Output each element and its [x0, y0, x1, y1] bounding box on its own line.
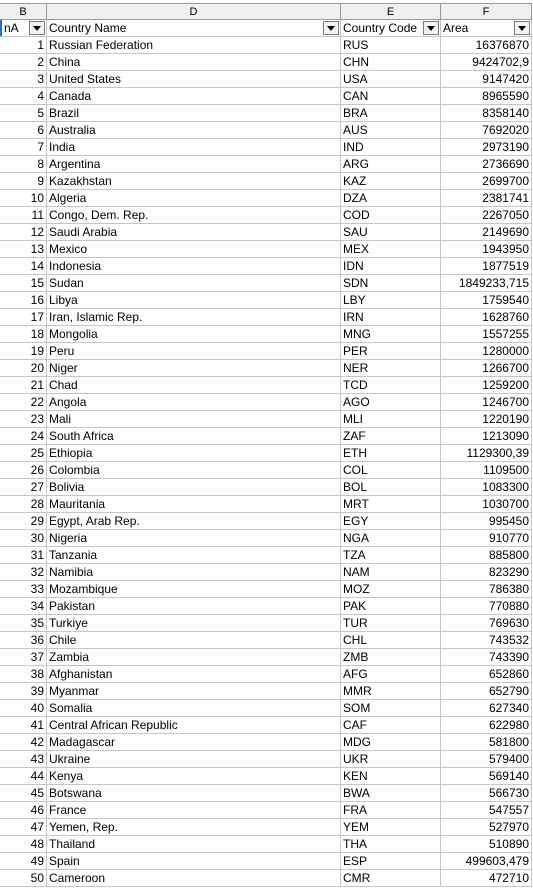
table-row	[0, 768, 532, 785]
area-cell[interactable]: 547557	[441, 802, 532, 819]
country-name-cell[interactable]: Spain	[47, 853, 341, 870]
country-code-cell[interactable]: COL	[341, 462, 441, 479]
country-code-cell[interactable]: FRA	[341, 802, 441, 819]
country-name-cell[interactable]: Kenya	[47, 768, 341, 785]
header-cell-d[interactable]	[47, 20, 341, 37]
country-name-cell[interactable]: Nigeria	[47, 530, 341, 547]
row-number-cell[interactable]: 34	[0, 598, 47, 615]
area-cell[interactable]: 1759540	[441, 292, 532, 309]
area-cell[interactable]: 8358140	[441, 105, 532, 122]
area-cell[interactable]: 652860	[441, 666, 532, 683]
area-cell[interactable]: 527970	[441, 819, 532, 836]
area-cell[interactable]: 2267050	[441, 207, 532, 224]
row-number-cell[interactable]: 20	[0, 360, 47, 377]
country-name-cell[interactable]: Mozambique	[47, 581, 341, 598]
row-number-cell[interactable]: 16	[0, 292, 47, 309]
area-cell[interactable]: 1943950	[441, 241, 532, 258]
row-number-cell[interactable]: 19	[0, 343, 47, 360]
row-number-cell[interactable]: 4	[0, 88, 47, 105]
country-name-cell[interactable]: Peru	[47, 343, 341, 360]
table-row	[0, 530, 532, 547]
row-number-cell[interactable]: 37	[0, 649, 47, 666]
country-name-cell[interactable]: Ethiopia	[47, 445, 341, 462]
table-row	[0, 836, 532, 853]
row-number-cell[interactable]: 8	[0, 156, 47, 173]
row-number-cell[interactable]: 21	[0, 377, 47, 394]
row-number-cell[interactable]: 6	[0, 122, 47, 139]
area-cell[interactable]: 566730	[441, 785, 532, 802]
country-name-cell[interactable]: Somalia	[47, 700, 341, 717]
country-name-cell[interactable]: Mauritania	[47, 496, 341, 513]
autofilter-button-e[interactable]	[423, 21, 439, 35]
header-cell-f[interactable]	[441, 20, 532, 37]
country-name-cell[interactable]: Brazil	[47, 105, 341, 122]
country-name-cell[interactable]: Sudan	[47, 275, 341, 292]
table-row	[0, 105, 532, 122]
table-row	[0, 445, 532, 462]
country-code-cell[interactable]: BRA	[341, 105, 441, 122]
table-row	[0, 190, 532, 207]
row-number-cell[interactable]: 10	[0, 190, 47, 207]
table-row	[0, 734, 532, 751]
area-cell[interactable]: 2381741	[441, 190, 532, 207]
header-label-b: nA	[0, 20, 19, 36]
row-number-cell[interactable]: 23	[0, 411, 47, 428]
area-cell[interactable]: 885800	[441, 547, 532, 564]
area-cell[interactable]: 910770	[441, 530, 532, 547]
country-name-cell[interactable]: Algeria	[47, 190, 341, 207]
country-name-cell[interactable]: Chile	[47, 632, 341, 649]
column-header-d[interactable]: D	[47, 3, 341, 20]
table-row	[0, 360, 532, 377]
country-name-cell[interactable]: Mexico	[47, 241, 341, 258]
row-number-cell[interactable]: 39	[0, 683, 47, 700]
row-number-cell[interactable]: 48	[0, 836, 47, 853]
table-row	[0, 309, 532, 326]
table-row	[0, 428, 532, 445]
country-name-cell[interactable]: United States	[47, 71, 341, 88]
country-name-cell[interactable]: Indonesia	[47, 258, 341, 275]
country-code-cell[interactable]: MNG	[341, 326, 441, 343]
table-row	[0, 496, 532, 513]
autofilter-button-b[interactable]	[29, 21, 45, 35]
country-code-cell[interactable]: CHL	[341, 632, 441, 649]
area-cell[interactable]: 581800	[441, 734, 532, 751]
country-code-cell[interactable]: KAZ	[341, 173, 441, 190]
country-code-cell[interactable]: SDN	[341, 275, 441, 292]
area-cell[interactable]: 1849233,715	[441, 275, 532, 292]
table-row	[0, 819, 532, 836]
country-name-cell[interactable]: Madagascar	[47, 734, 341, 751]
country-code-cell[interactable]: AFG	[341, 666, 441, 683]
area-cell[interactable]: 995450	[441, 513, 532, 530]
country-name-cell[interactable]: Egypt, Arab Rep.	[47, 513, 341, 530]
area-cell[interactable]: 743532	[441, 632, 532, 649]
table-row	[0, 649, 532, 666]
row-number-cell[interactable]: 44	[0, 768, 47, 785]
table-row	[0, 173, 532, 190]
header-cell-e[interactable]	[341, 20, 441, 37]
row-number-cell[interactable]: 50	[0, 870, 47, 887]
country-name-cell[interactable]: India	[47, 139, 341, 156]
area-cell[interactable]: 472710	[441, 870, 532, 887]
country-name-cell[interactable]: Myanmar	[47, 683, 341, 700]
area-cell[interactable]: 1220190	[441, 411, 532, 428]
table-row	[0, 37, 532, 54]
country-name-cell[interactable]: France	[47, 802, 341, 819]
row-number-cell[interactable]: 33	[0, 581, 47, 598]
chevron-down-icon	[327, 26, 335, 31]
country-name-cell[interactable]: Canada	[47, 88, 341, 105]
area-cell[interactable]: 1557255	[441, 326, 532, 343]
area-cell[interactable]: 569140	[441, 768, 532, 785]
country-name-cell[interactable]: Angola	[47, 394, 341, 411]
table-row	[0, 870, 532, 887]
area-cell[interactable]: 2149690	[441, 224, 532, 241]
country-code-cell[interactable]: TZA	[341, 547, 441, 564]
row-number-cell[interactable]: 49	[0, 853, 47, 870]
header-cell-b[interactable]	[0, 20, 47, 37]
area-cell[interactable]: 622980	[441, 717, 532, 734]
area-cell[interactable]: 16376870	[441, 37, 532, 54]
table-row	[0, 139, 532, 156]
area-cell[interactable]: 9147420	[441, 71, 532, 88]
country-name-cell[interactable]: Libya	[47, 292, 341, 309]
table-row	[0, 462, 532, 479]
row-number-cell[interactable]: 28	[0, 496, 47, 513]
country-code-cell[interactable]: SOM	[341, 700, 441, 717]
row-number-cell[interactable]: 35	[0, 615, 47, 632]
chevron-down-icon	[427, 26, 435, 31]
table-row	[0, 785, 532, 802]
table-row	[0, 88, 532, 105]
header-label-d: Country Name	[49, 21, 127, 35]
country-code-cell[interactable]: SAU	[341, 224, 441, 241]
row-number-cell[interactable]: 31	[0, 547, 47, 564]
country-code-cell[interactable]: MMR	[341, 683, 441, 700]
header-label-f: Area	[443, 21, 469, 35]
country-name-cell[interactable]: Saudi Arabia	[47, 224, 341, 241]
country-code-cell[interactable]: MRT	[341, 496, 441, 513]
row-number-cell[interactable]: 29	[0, 513, 47, 530]
table-row	[0, 54, 532, 71]
area-cell[interactable]: 1246700	[441, 394, 532, 411]
area-cell[interactable]: 1877519	[441, 258, 532, 275]
chevron-down-icon	[33, 26, 41, 31]
area-cell[interactable]: 2736690	[441, 156, 532, 173]
country-code-cell[interactable]: IND	[341, 139, 441, 156]
area-cell[interactable]: 1109500	[441, 462, 532, 479]
country-name-cell[interactable]: Tanzania	[47, 547, 341, 564]
column-header-f[interactable]: F	[441, 3, 532, 20]
chevron-down-icon	[518, 26, 526, 31]
country-code-cell[interactable]: PAK	[341, 598, 441, 615]
autofilter-button-f[interactable]	[514, 21, 530, 35]
country-name-cell[interactable]: Bolivia	[47, 479, 341, 496]
country-code-cell[interactable]: TCD	[341, 377, 441, 394]
row-number-cell[interactable]: 38	[0, 666, 47, 683]
area-cell[interactable]: 1259200	[441, 377, 532, 394]
country-name-cell[interactable]: Pakistan	[47, 598, 341, 615]
country-code-cell[interactable]: ESP	[341, 853, 441, 870]
country-code-cell[interactable]: COD	[341, 207, 441, 224]
row-number-cell[interactable]: 22	[0, 394, 47, 411]
row-number-cell[interactable]: 24	[0, 428, 47, 445]
area-cell[interactable]: 627340	[441, 700, 532, 717]
country-code-cell[interactable]: ARG	[341, 156, 441, 173]
row-number-cell[interactable]: 46	[0, 802, 47, 819]
row-number-cell[interactable]: 5	[0, 105, 47, 122]
table-row	[0, 853, 532, 870]
table-row	[0, 241, 532, 258]
row-number-cell[interactable]: 11	[0, 207, 47, 224]
row-number-cell[interactable]: 3	[0, 71, 47, 88]
table-row	[0, 292, 532, 309]
row-number-cell[interactable]: 42	[0, 734, 47, 751]
table-row	[0, 377, 532, 394]
country-name-cell[interactable]: South Africa	[47, 428, 341, 445]
country-code-cell[interactable]: BWA	[341, 785, 441, 802]
country-code-cell[interactable]: NAM	[341, 564, 441, 581]
country-name-cell[interactable]: Colombia	[47, 462, 341, 479]
row-number-cell[interactable]: 18	[0, 326, 47, 343]
country-name-cell[interactable]: Turkiye	[47, 615, 341, 632]
country-code-cell[interactable]: LBY	[341, 292, 441, 309]
header-row	[0, 20, 532, 37]
country-name-cell[interactable]: Namibia	[47, 564, 341, 581]
table-row	[0, 479, 532, 496]
country-code-cell[interactable]: THA	[341, 836, 441, 853]
row-number-cell[interactable]: 45	[0, 785, 47, 802]
area-cell[interactable]: 1628760	[441, 309, 532, 326]
area-cell[interactable]: 1266700	[441, 360, 532, 377]
country-code-cell[interactable]: KEN	[341, 768, 441, 785]
country-name-cell[interactable]: Niger	[47, 360, 341, 377]
country-name-cell[interactable]: Cameroon	[47, 870, 341, 887]
country-code-cell[interactable]: CAF	[341, 717, 441, 734]
country-name-cell[interactable]: Afghanistan	[47, 666, 341, 683]
table-row	[0, 632, 532, 649]
country-code-cell[interactable]: TUR	[341, 615, 441, 632]
country-name-cell[interactable]: Congo, Dem. Rep.	[47, 207, 341, 224]
area-cell[interactable]: 9424702,9	[441, 54, 532, 71]
table-row	[0, 122, 532, 139]
table-row	[0, 224, 532, 241]
row-number-cell[interactable]: 32	[0, 564, 47, 581]
country-code-cell[interactable]: MLI	[341, 411, 441, 428]
column-header-e[interactable]: E	[341, 3, 441, 20]
country-name-cell[interactable]: Ukraine	[47, 751, 341, 768]
area-cell[interactable]: 769630	[441, 615, 532, 632]
country-code-cell[interactable]: CMR	[341, 870, 441, 887]
country-name-cell[interactable]: Mongolia	[47, 326, 341, 343]
country-name-cell[interactable]: Zambia	[47, 649, 341, 666]
row-number-cell[interactable]: 17	[0, 309, 47, 326]
table-row	[0, 258, 532, 275]
country-code-cell[interactable]: NGA	[341, 530, 441, 547]
country-code-cell[interactable]: USA	[341, 71, 441, 88]
row-number-cell[interactable]: 13	[0, 241, 47, 258]
area-cell[interactable]: 786380	[441, 581, 532, 598]
row-number-cell[interactable]: 27	[0, 479, 47, 496]
table-row	[0, 751, 532, 768]
table-row	[0, 700, 532, 717]
country-code-cell[interactable]: NER	[341, 360, 441, 377]
area-cell[interactable]: 1030700	[441, 496, 532, 513]
table-row	[0, 71, 532, 88]
country-code-cell[interactable]: UKR	[341, 751, 441, 768]
table-row	[0, 411, 532, 428]
row-number-cell[interactable]: 40	[0, 700, 47, 717]
country-name-cell[interactable]: Thailand	[47, 836, 341, 853]
country-code-cell[interactable]: MDG	[341, 734, 441, 751]
area-cell[interactable]: 510890	[441, 836, 532, 853]
area-cell[interactable]: 823290	[441, 564, 532, 581]
row-number-cell[interactable]: 43	[0, 751, 47, 768]
country-code-cell[interactable]: IDN	[341, 258, 441, 275]
table-row	[0, 326, 532, 343]
country-code-cell[interactable]: AUS	[341, 122, 441, 139]
country-code-cell[interactable]: ZAF	[341, 428, 441, 445]
country-name-cell[interactable]: Iran, Islamic Rep.	[47, 309, 341, 326]
country-code-cell[interactable]: EGY	[341, 513, 441, 530]
table-row	[0, 564, 532, 581]
area-cell[interactable]: 2973190	[441, 139, 532, 156]
area-cell[interactable]: 743390	[441, 649, 532, 666]
country-code-cell[interactable]: PER	[341, 343, 441, 360]
country-code-cell[interactable]: CAN	[341, 88, 441, 105]
country-code-cell[interactable]: ZMB	[341, 649, 441, 666]
country-code-cell[interactable]: AGO	[341, 394, 441, 411]
table-row	[0, 581, 532, 598]
country-name-cell[interactable]: Chad	[47, 377, 341, 394]
country-code-cell[interactable]: BOL	[341, 479, 441, 496]
table-row	[0, 802, 532, 819]
area-cell[interactable]: 2699700	[441, 173, 532, 190]
area-cell[interactable]: 1129300,39	[441, 445, 532, 462]
row-number-cell[interactable]: 1	[0, 37, 47, 54]
area-cell[interactable]: 1280000	[441, 343, 532, 360]
table-row	[0, 207, 532, 224]
area-cell[interactable]: 499603,479	[441, 853, 532, 870]
table-row	[0, 275, 532, 292]
row-number-cell[interactable]: 41	[0, 717, 47, 734]
country-name-cell[interactable]: China	[47, 54, 341, 71]
table-row	[0, 598, 532, 615]
country-code-cell[interactable]: CHN	[341, 54, 441, 71]
area-cell[interactable]: 7692020	[441, 122, 532, 139]
table-row	[0, 615, 532, 632]
area-cell[interactable]: 8965590	[441, 88, 532, 105]
row-number-cell[interactable]: 36	[0, 632, 47, 649]
country-code-cell[interactable]: MOZ	[341, 581, 441, 598]
area-cell[interactable]: 1083300	[441, 479, 532, 496]
row-number-cell[interactable]: 47	[0, 819, 47, 836]
header-label-e: Country Code	[343, 21, 418, 35]
country-name-cell[interactable]: Argentina	[47, 156, 341, 173]
country-name-cell[interactable]: Botswana	[47, 785, 341, 802]
table-row	[0, 666, 532, 683]
country-name-cell[interactable]: Kazakhstan	[47, 173, 341, 190]
table-row	[0, 394, 532, 411]
column-header-b[interactable]: B	[0, 3, 47, 20]
row-number-cell[interactable]: 14	[0, 258, 47, 275]
row-number-cell[interactable]: 12	[0, 224, 47, 241]
table-row	[0, 547, 532, 564]
area-cell[interactable]: 652790	[441, 683, 532, 700]
country-name-cell[interactable]: Mali	[47, 411, 341, 428]
area-cell[interactable]: 579400	[441, 751, 532, 768]
table-row	[0, 156, 532, 173]
row-number-cell[interactable]: 7	[0, 139, 47, 156]
country-code-cell[interactable]: YEM	[341, 819, 441, 836]
country-name-cell[interactable]: Central African Republic	[47, 717, 341, 734]
country-code-cell[interactable]: RUS	[341, 37, 441, 54]
table-row	[0, 717, 532, 734]
row-number-cell[interactable]: 26	[0, 462, 47, 479]
table-row	[0, 513, 532, 530]
country-code-cell[interactable]: DZA	[341, 190, 441, 207]
row-number-cell[interactable]: 9	[0, 173, 47, 190]
area-cell[interactable]: 770880	[441, 598, 532, 615]
row-number-cell[interactable]: 2	[0, 54, 47, 71]
row-number-cell[interactable]: 15	[0, 275, 47, 292]
country-code-cell[interactable]: MEX	[341, 241, 441, 258]
column-header-bar	[0, 3, 532, 20]
autofilter-button-d[interactable]	[323, 21, 339, 35]
table-row	[0, 683, 532, 700]
country-name-cell[interactable]: Yemen, Rep.	[47, 819, 341, 836]
country-name-cell[interactable]: Russian Federation	[47, 37, 341, 54]
country-code-cell[interactable]: IRN	[341, 309, 441, 326]
table-row	[0, 343, 532, 360]
country-name-cell[interactable]: Australia	[47, 122, 341, 139]
country-code-cell[interactable]: ETH	[341, 445, 441, 462]
row-number-cell[interactable]: 30	[0, 530, 47, 547]
row-number-cell[interactable]: 25	[0, 445, 47, 462]
area-cell[interactable]: 1213090	[441, 428, 532, 445]
